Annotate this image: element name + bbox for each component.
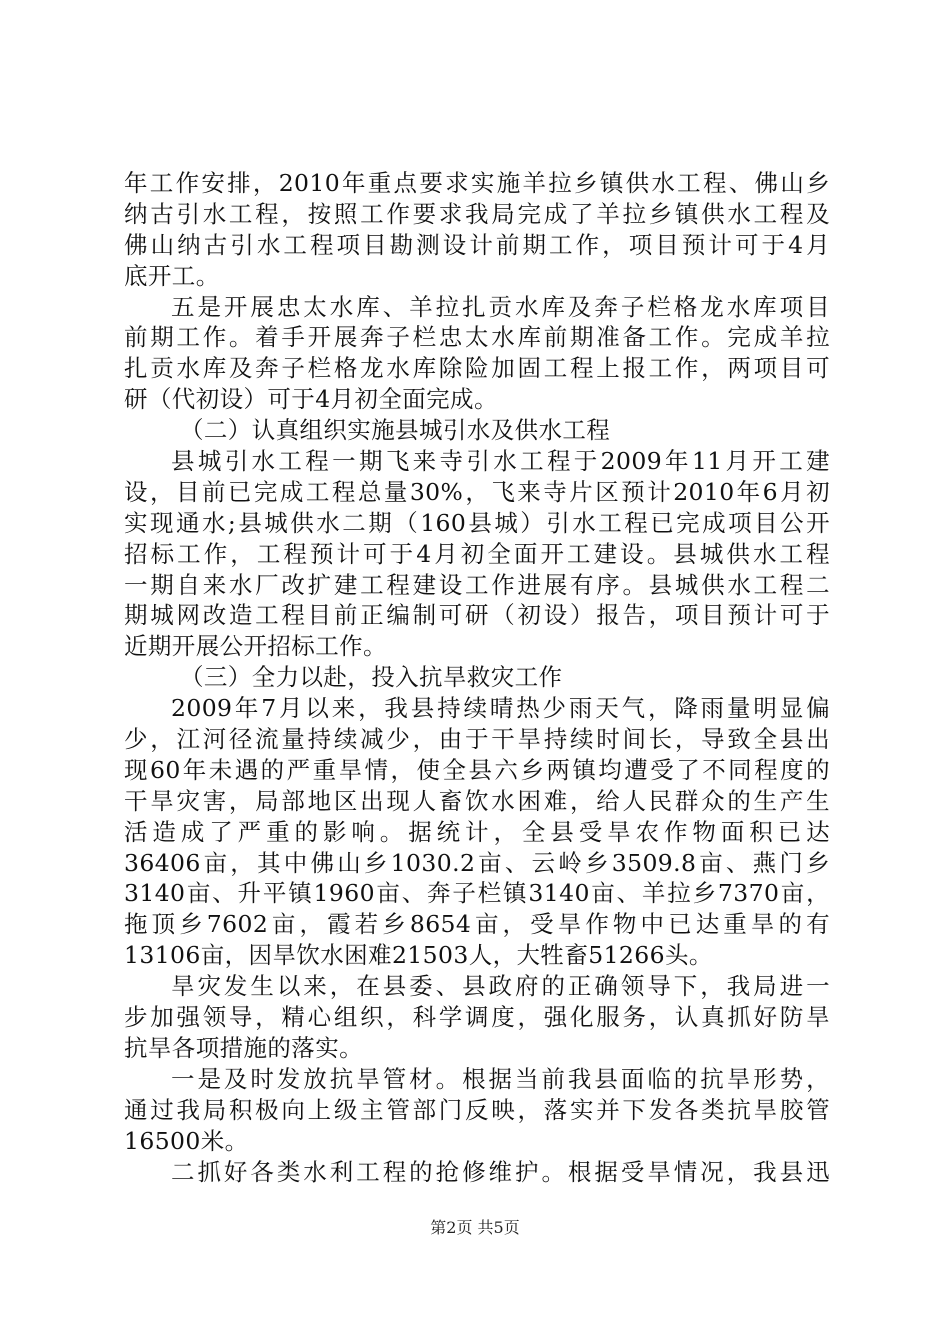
text-line: 36406亩，其中佛山乡1030.2亩、云岭乡3509.8亩、燕门乡 bbox=[124, 848, 830, 877]
text-line: 13106亩，因旱饮水困难21503人，大牲畜51266头。 bbox=[124, 941, 713, 970]
text-line: （二）认真组织实施县城引水及供水工程 bbox=[180, 416, 611, 445]
text-line: 扎贡水库及奔子栏格龙水库除险加固工程上报工作，两项目可 bbox=[124, 354, 830, 383]
document-body bbox=[124, 168, 830, 1187]
text-line: 现60年未遇的严重旱情，使全县六乡两镇均遭受了不同程度的 bbox=[124, 755, 830, 784]
text-line: 少，江河径流量持续减少，由于干旱持续时间长，导致全县出 bbox=[124, 725, 830, 754]
text-line: 近期开展公开招标工作。 bbox=[124, 632, 387, 661]
text-line: 3140亩、升平镇1960亩、奔子栏镇3140亩、羊拉乡7370亩， bbox=[124, 879, 830, 908]
text-line: 干旱灾害，局部地区出现人畜饮水困难，给人民群众的生产生 bbox=[124, 786, 830, 815]
text-line: 佛山纳古引水工程项目勘测设计前期工作，项目预计可于4月 bbox=[124, 230, 830, 259]
text-line: 16500米。 bbox=[124, 1126, 249, 1155]
page-footer: 第2页 共5页 bbox=[430, 1218, 520, 1237]
text-line: 活造成了严重的影响。据统计，全县受旱农作物面积已达 bbox=[124, 817, 830, 846]
text-line: 二抓好各类水利工程的抢修维护。根据受旱情况，我县迅 bbox=[171, 1157, 830, 1186]
text-line: 2009年7月以来，我县持续晴热少雨天气，降雨量明显偏 bbox=[171, 694, 830, 723]
text-line: 一期自来水厂改扩建工程建设工作进展有序。县城供水工程二 bbox=[124, 570, 830, 599]
text-line: 设，目前已完成工程总量30%，飞来寺片区预计2010年6月初 bbox=[124, 477, 830, 506]
text-line: （三）全力以赴，投入抗旱救灾工作 bbox=[180, 663, 563, 692]
text-line: 县城引水工程一期飞来寺引水工程于2009年11月开工建 bbox=[171, 447, 830, 476]
text-line: 通过我局积极向上级主管部门反映，落实并下发各类抗旱胶管 bbox=[124, 1095, 830, 1124]
text-line: 研（代初设）可于4月初全面完成。 bbox=[124, 385, 498, 414]
text-line: 纳古引水工程，按照工作要求我局完成了羊拉乡镇供水工程及 bbox=[124, 199, 830, 228]
text-line: 期城网改造工程目前正编制可研（初设）报告，项目预计可于 bbox=[124, 601, 830, 630]
text-line: 年工作安排，2010年重点要求实施羊拉乡镇供水工程、佛山乡 bbox=[124, 169, 830, 197]
text-line: 旱灾发生以来，在县委、县政府的正确领导下，我局进一 bbox=[171, 972, 830, 1001]
text-line: 抗旱各项措施的落实。 bbox=[124, 1033, 363, 1062]
text-line: 一是及时发放抗旱管材。根据当前我县面临的抗旱形势， bbox=[171, 1064, 830, 1093]
text-line: 底开工。 bbox=[124, 261, 220, 290]
text-line: 实现通水;县城供水二期（160县城）引水工程已完成项目公开 bbox=[124, 508, 830, 537]
text-line: 步加强领导，精心组织，科学调度，强化服务，认真抓好防旱 bbox=[124, 1003, 830, 1032]
text-line: 招标工作，工程预计可于4月初全面开工建设。县城供水工程 bbox=[124, 539, 830, 568]
text-line: 前期工作。着手开展奔子栏忠太水库前期准备工作。完成羊拉 bbox=[124, 323, 830, 352]
text-line: 拖顶乡7602亩，霞若乡8654亩，受旱作物中已达重旱的有 bbox=[124, 910, 830, 939]
text-line: 五是开展忠太水库、羊拉扎贡水库及奔子栏格龙水库项目 bbox=[171, 292, 830, 321]
